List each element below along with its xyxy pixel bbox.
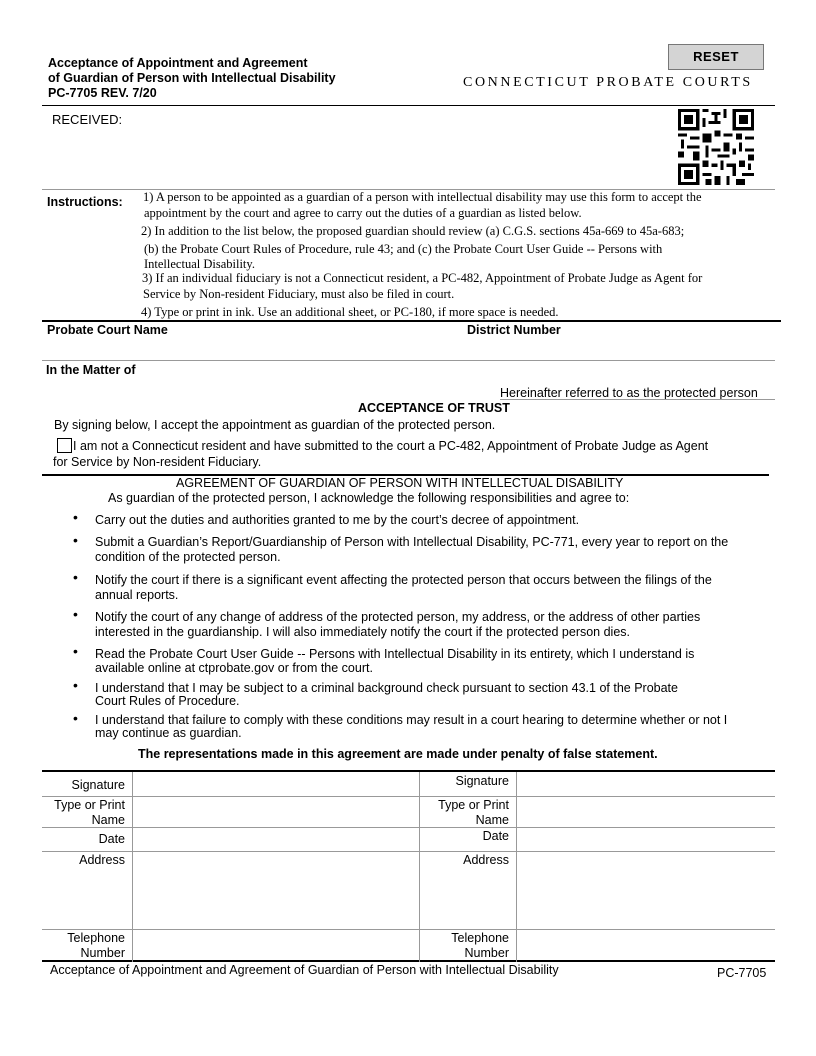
instruction-line: 3) If an individual fiduciary is not a Connecticut resident, a PC-482, Appointment of Probate Judge as Agent for [142, 271, 703, 285]
probate-court-name-label: Probate Court Name [47, 323, 168, 337]
matter-divider [500, 399, 775, 400]
probate-court-name-field[interactable] [47, 339, 457, 359]
date-field-2[interactable] [518, 829, 774, 850]
agreement-item: I understand that failure to comply with these conditions may result in a court hearing to determine whether or not I [95, 713, 728, 727]
qr-code-icon [678, 109, 754, 185]
number-label: Number [464, 946, 509, 960]
footer-title: Acceptance of Appointment and Agreement of Guardian of Person with Intellectual Disability [50, 963, 559, 977]
instruction-line: 2) In addition to the list below, the proposed guardian should review (a) C.G.S. sections 45a-669 to 45a-683; [141, 224, 685, 238]
header-divider [42, 105, 775, 106]
instruction-line: 4) Type or print in ink. Use an additional sheet, or PC-180, if more space is needed. [141, 305, 559, 319]
bullet-icon: • [73, 677, 78, 693]
bullet-icon: • [73, 643, 78, 659]
court-name-divider [42, 360, 775, 361]
instruction-line: (b) the Probate Court Rules of Procedure, rule 43; and (c) the Probate Court User Guide -- Persons with [144, 242, 663, 256]
instruction-line: 1) A person to be appointed as a guardian of a person with intellectual disability may use this form to accept the [143, 190, 702, 204]
instructions-label: Instructions: [47, 195, 123, 209]
agreement-heading: AGREEMENT OF GUARDIAN OF PERSON WITH INTELLECTUAL DISABILITY [176, 476, 624, 490]
agreement-item: Notify the court of any change of address of the protected person, my address, or the address of other parties [95, 610, 701, 624]
agreement-item: Read the Probate Court User Guide -- Persons with Intellectual Disability in its entirety, which I understand is [95, 647, 695, 661]
acceptance-heading: ACCEPTANCE OF TRUST [358, 401, 510, 415]
type-or-print-label: Type or Print [54, 798, 125, 812]
form-number: PC-7705 [48, 86, 98, 100]
print-name-field-1[interactable] [134, 798, 418, 826]
telephone-label: Telephone [451, 931, 509, 945]
print-name-field-2[interactable] [518, 798, 774, 826]
date-label: Date [482, 829, 509, 843]
district-number-field[interactable] [467, 339, 767, 359]
agreement-item-continued: annual reports. [95, 588, 179, 602]
instruction-line: appointment by the court and agree to carry out the duties of a guardian as listed below. [144, 206, 582, 220]
address-field-2[interactable] [518, 853, 774, 928]
signature-label: Signature [455, 774, 509, 788]
signature-label: Signature [71, 778, 125, 792]
name-label: Name [91, 813, 125, 827]
telephone-field-2[interactable] [518, 931, 774, 961]
acceptance-statement: By signing below, I accept the appointment as guardian of the protected person. [54, 418, 496, 432]
date-field-1[interactable] [134, 829, 418, 850]
number-label: Number [80, 946, 125, 960]
agreement-item-continued: may continue as guardian. [95, 726, 242, 740]
instruction-line: Intellectual Disability. [144, 257, 255, 271]
name-label: Name [475, 813, 509, 827]
protected-person-note: Hereinafter referred to as the protected person [500, 386, 758, 400]
penalty-statement: The representations made in this agreement are made under penalty of false statement. [138, 747, 658, 761]
bullet-icon: • [73, 532, 78, 548]
agreement-item-continued: Court Rules of Procedure. [95, 694, 240, 708]
bullet-icon: • [73, 606, 78, 622]
signature-field-1[interactable] [134, 773, 418, 795]
form-title-line-2: of Guardian of Person with Intellectual Disability [48, 71, 336, 85]
date-label: Date [98, 832, 125, 846]
telephone-field-1[interactable] [134, 931, 418, 961]
address-field-1[interactable] [134, 853, 418, 928]
agreement-item: Submit a Guardian’s Report/Guardianship of Person with Intellectual Disability, PC-771, every year to report on the [95, 535, 729, 549]
form-title [48, 56, 336, 101]
district-number-label: District Number [467, 323, 561, 337]
court-name: CONNECTICUT PROBATE COURTS [463, 75, 753, 90]
agreement-item: Notify the court if there is a significant event affecting the protected person that occurs between the filings of the [95, 573, 712, 587]
agreement-intro: As guardian of the protected person, I acknowledge the following responsibilities and agree to: [108, 491, 630, 505]
bullet-icon: • [73, 569, 78, 585]
instruction-line: Service by Non-resident Fiduciary, must also be filed in court. [143, 287, 455, 301]
agreement-item-continued: available online at ctprobate.gov or from the court. [95, 661, 373, 675]
reset-button[interactable]: RESET [668, 44, 764, 70]
form-title-line-1: Acceptance of Appointment and Agreement [48, 56, 308, 70]
type-or-print-label: Type or Print [438, 798, 509, 812]
nonresident-text-line-2: for Service by Non-resident Fiduciary. [53, 455, 262, 469]
signature-table [42, 770, 775, 962]
court-section-divider [42, 320, 781, 322]
signature-field-2[interactable] [518, 773, 774, 795]
bullet-icon: • [73, 509, 78, 525]
agreement-item-continued: condition of the protected person. [95, 550, 281, 564]
agreement-item: Carry out the duties and authorities granted to me by the court’s decree of appointment. [95, 513, 580, 527]
form-revision: REV. 7/20 [100, 86, 157, 100]
bullet-icon: • [73, 710, 78, 726]
agreement-item: I understand that I may be subject to a criminal background check pursuant to section 43.1 of the Probate [95, 681, 678, 695]
received-label: RECEIVED: [52, 112, 123, 127]
footer-form-number: PC-7705 [717, 966, 767, 980]
address-label: Address [79, 853, 125, 867]
address-label: Address [463, 853, 509, 867]
nonresident-checkbox[interactable] [57, 438, 72, 453]
in-the-matter-of-label: In the Matter of [46, 363, 136, 377]
nonresident-text-line-1: I am not a Connecticut resident and have submitted to the court a PC-482, Appointment of Probate Judge as Agent [73, 439, 709, 453]
agreement-item-continued: interested in the guardianship. I will also immediately notify the court if the protected person dies. [95, 625, 631, 639]
telephone-label: Telephone [67, 931, 125, 945]
